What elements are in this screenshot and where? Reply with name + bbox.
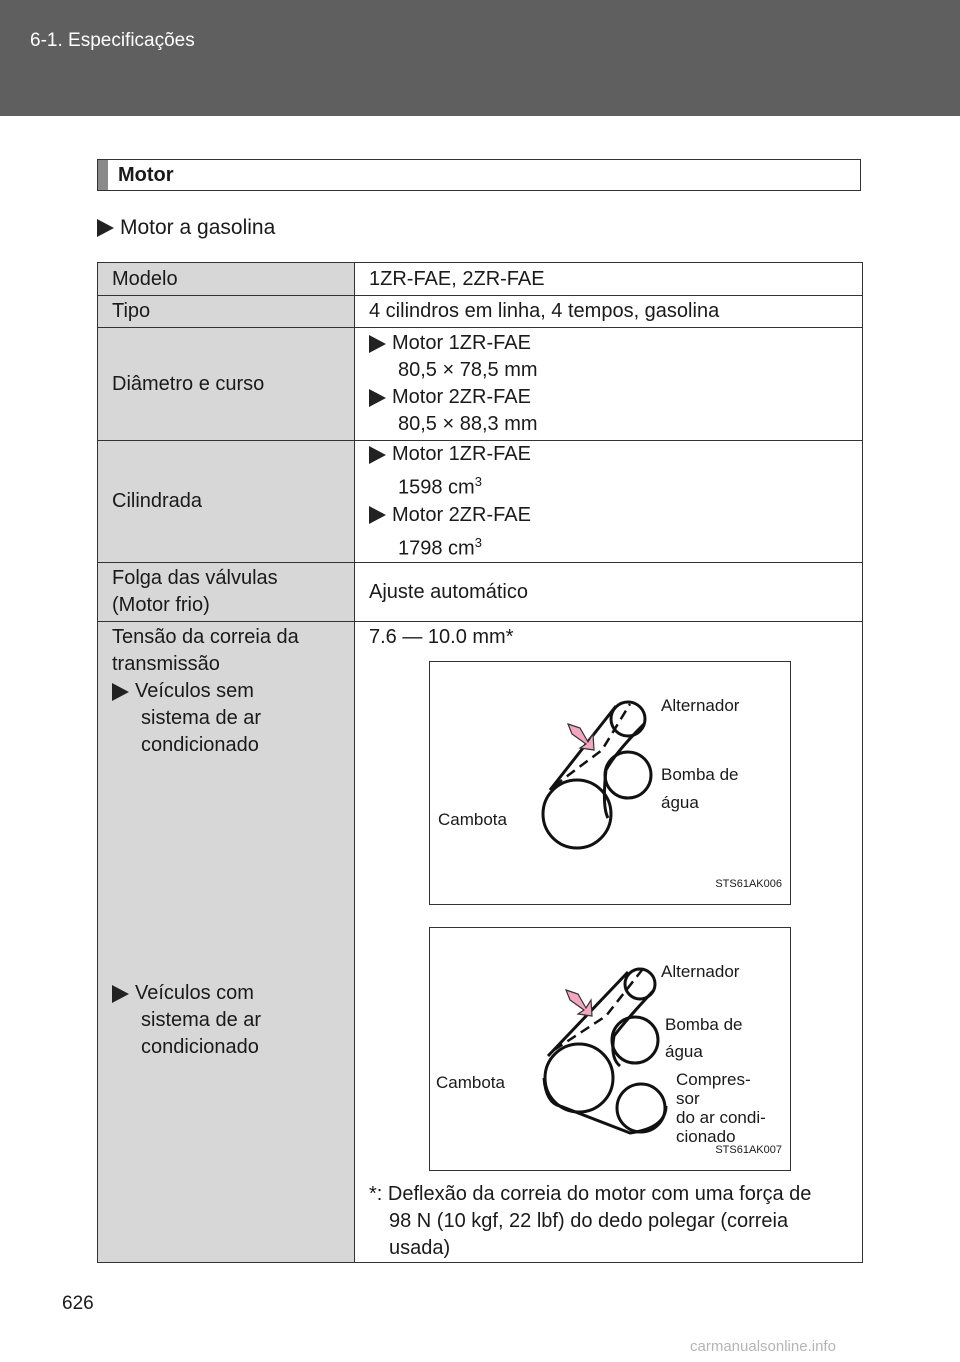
row-label: Modelo	[98, 263, 355, 296]
row-value: Motor 1ZR-FAE 1598 $cm^3$ Motor 2ZR-FAE 1798 $cm^3$	[355, 441, 863, 563]
row-label: Folga das válvulas (Motor frio)	[98, 563, 355, 622]
watermark: carmanualsonline.info	[690, 1338, 836, 1355]
row-label: Diâmetro e curso	[98, 328, 355, 441]
triangle-bullet-icon	[369, 506, 386, 524]
triangle-bullet-icon	[112, 683, 129, 701]
belt-diagram-without-ac: Alternador Bomba de água Cambota STS61AK006	[429, 661, 791, 905]
row-label: Cilindrada	[98, 441, 355, 563]
row-label: Tipo	[98, 296, 355, 328]
section-bar	[98, 160, 108, 190]
footnote: *: Deflexão da correia do motor com uma força de 98 N (10 kgf, 22 lbf) do dedo polegar (correia usada)	[369, 1183, 812, 1260]
row-value: Ajuste automático	[355, 563, 863, 622]
row-value: Motor 1ZR-FAE 80,5 × 78,5 mm Motor 2ZR-FAE 80,5 × 88,3 mm	[355, 328, 863, 441]
table-row-diametro	[98, 328, 863, 441]
row-label: Tensão da correia da transmissão Veículos sem sistema de ar condicionado Veículos com sistema de ar condicionado	[98, 622, 355, 1263]
page-header	[0, 0, 960, 116]
table-row-cilindrada	[98, 441, 863, 563]
section-heading	[97, 159, 861, 191]
section-title: Motor	[118, 164, 174, 186]
spec-table	[97, 262, 863, 1263]
triangle-bullet-icon	[369, 335, 386, 353]
table-row-modelo	[98, 263, 863, 296]
row-value: 7.6 — 10.0 mm* Alternador Bomba de água Cambota STS61AK006 Alternador Bomba de água Cambota Compres- sor do ar condi- cionado STS61AK007 *: Deflexão da correia do motor com uma força de 98 N (10 kgf, 22 lbf) do dedo polegar (correia usada)	[355, 622, 863, 1263]
row-value: 4 cilindros em linha, 4 tempos, gasolina	[355, 296, 863, 328]
triangle-bullet-icon	[369, 389, 386, 407]
subheading: Motor a gasolina	[97, 216, 275, 240]
triangle-bullet-icon	[97, 219, 114, 237]
table-row-folga	[98, 563, 863, 622]
triangle-bullet-icon	[112, 985, 129, 1003]
table-row-tipo	[98, 296, 863, 328]
page-number: 626	[62, 1293, 94, 1314]
row-value: 1ZR-FAE, 2ZR-FAE	[355, 263, 863, 296]
belt-diagram-with-ac: Alternador Bomba de água Cambota Compres- sor do ar condi- cionado STS61AK007	[429, 927, 791, 1171]
table-row-tensao	[98, 622, 863, 1263]
chapter-title: 6-1. Especificações	[30, 30, 195, 51]
triangle-bullet-icon	[369, 446, 386, 464]
